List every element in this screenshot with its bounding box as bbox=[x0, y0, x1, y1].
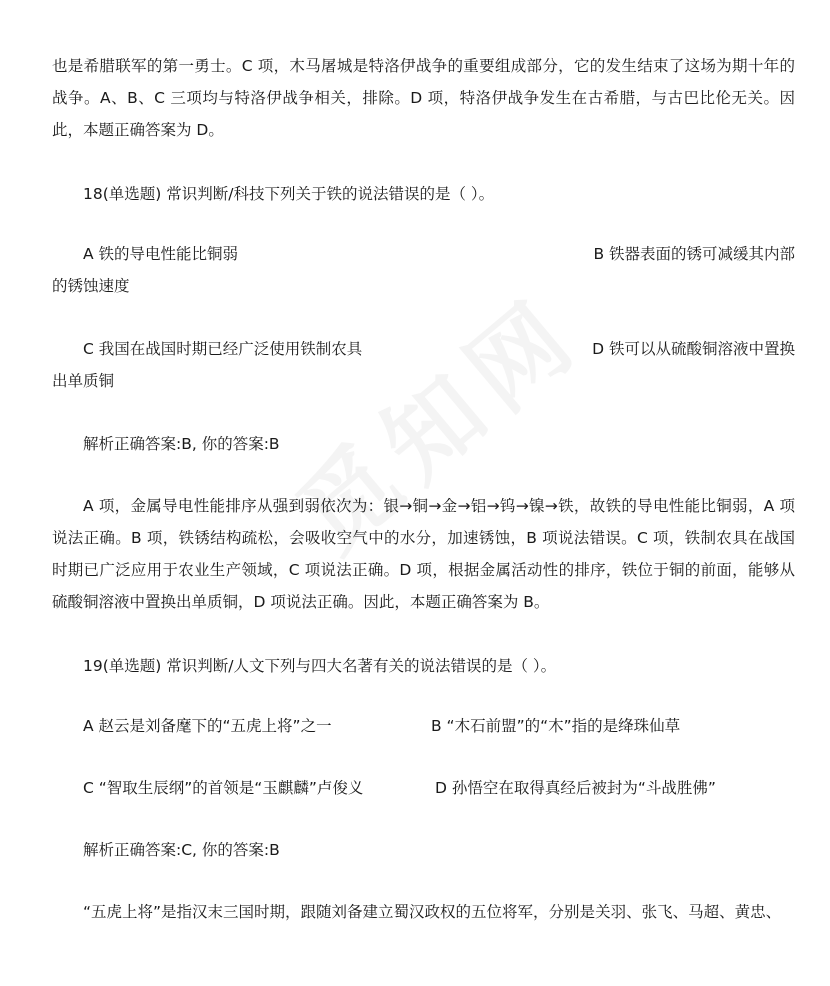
question-19-options-cd bbox=[83, 772, 716, 804]
q19-option-c: C “智取生辰纲”的首领是“玉麒麟”卢俊义 bbox=[83, 779, 364, 797]
question-19-title: 19(单选题) 常识判断/人文下列与四大名著有关的说法错误的是（ ）。 bbox=[83, 657, 557, 675]
question-18-title: 18(单选题) 常识判断/科技下列关于铁的说法错误的是（ ）。 bbox=[83, 185, 495, 203]
q18-option-a: A 铁的导电性能比铜弱 bbox=[83, 245, 239, 263]
question-19-options-ab bbox=[83, 710, 681, 742]
q18-option-d-continued: 出单质铜 bbox=[52, 372, 115, 390]
question-19-explanation: “五虎上将”是指汉末三国时期，跟随刘备建立蜀汉政权的五位将军，分别是关羽、张飞、马超、黄忠、 bbox=[83, 903, 782, 921]
intro-paragraph: 也是希腊联军的第一勇士。C 项，木马屠城是特洛伊战争的重要组成部分，它的发生结束了这场为期十年的战争。A、B、C 三项均与特洛伊战争相关，排除。D 项，特洛伊战争发生在古希腊，与古巴比伦无关。因此，本题正确答案为 D。 bbox=[52, 57, 795, 139]
question-18-options-cd bbox=[52, 333, 795, 397]
q19-option-d: D 孙悟空在取得真经后被封为“斗战胜佛” bbox=[435, 779, 716, 797]
question-18-options-ab bbox=[52, 238, 795, 302]
q18-option-b: B 铁器表面的锈可减缓其内部 bbox=[593, 245, 795, 263]
q18-option-c: C 我国在战国时期已经广泛使用铁制农具 bbox=[83, 340, 363, 358]
question-18-explanation: A 项，金属导电性能排序从强到弱依次为：银→铜→金→铝→钨→镍→铁，故铁的导电性能比铜弱，A 项说法正确。B 项，铁锈结构疏松，会吸收空气中的水分，加速锈蚀，B 项说法错误。C 项，铁制农具在战国时期已广泛应用于农业生产领域，C 项说法正确。D 项，根据金属活动性的排序，铁位于铜的前面，能够从硫酸铜溶液中置换出单质铜，D 项说法正确。因此，本题正确答案为 B。 bbox=[52, 497, 795, 611]
q19-option-b: B “木石前盟”的“木”指的是绛珠仙草 bbox=[431, 717, 681, 735]
question-18-answer: 解析正确答案:B, 你的答案:B bbox=[83, 435, 280, 453]
q18-option-b-continued: 的锈蚀速度 bbox=[52, 277, 130, 295]
q19-option-a: A 赵云是刘备麾下的“五虎上将”之一 bbox=[83, 717, 332, 735]
q18-option-d: D 铁可以从硫酸铜溶液中置换 bbox=[592, 340, 795, 358]
question-19-answer: 解析正确答案:C, 你的答案:B bbox=[83, 841, 280, 859]
